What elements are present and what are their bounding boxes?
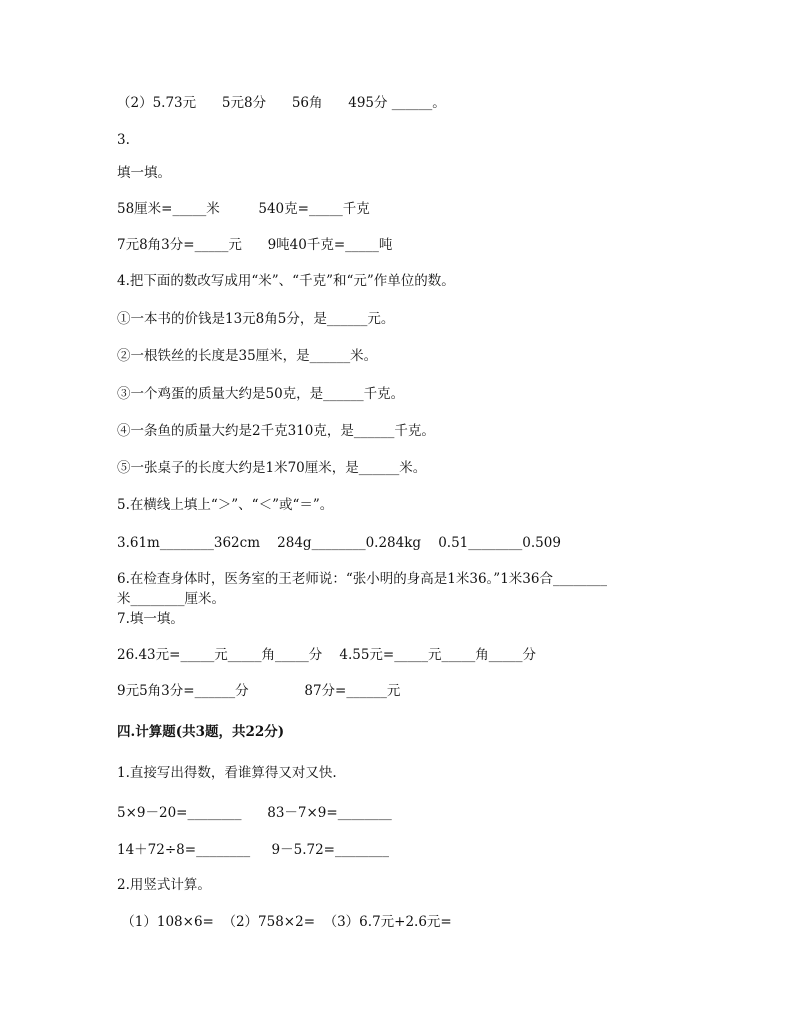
- question-4-item-5: ⑤一张桌子的长度大约是1米70厘米，是______米。: [117, 460, 427, 476]
- calc-question-1-row-1: 5×9－20=________ 83－7×9=________: [117, 805, 392, 821]
- question-3-instruction: 填一填。: [117, 165, 171, 181]
- question-3-number: 3.: [117, 132, 130, 148]
- question-4-item-1: ①一本书的价钱是13元8角5分，是______元。: [117, 311, 395, 327]
- question-3-row-1: 58厘米=_____米 540克=_____千克: [117, 201, 370, 217]
- question-7-row-2: 9元5角3分=______分 87分=______元: [117, 683, 401, 699]
- calc-question-1-instruction: 1.直接写出得数，看谁算得又对又快.: [117, 765, 337, 781]
- question-3-row-2: 7元8角3分=_____元 9吨40千克=_____吨: [117, 237, 393, 253]
- question-6-text-continued: 米________厘米。: [117, 591, 225, 607]
- question-7-instruction: 7.填一填。: [117, 611, 184, 627]
- calc-question-1-row-2: 14＋72÷8=________ 9－5.72=________: [117, 842, 389, 858]
- question-5-comparisons: 3.61m________362cm 284g________0.284kg 0.51________0.509: [117, 535, 561, 551]
- question-4-item-3: ③一个鸡蛋的质量大约是50克，是______千克。: [117, 386, 405, 402]
- calc-question-2-items: （1）108×6= （2）758×2= （3）6.7元+2.6元=: [117, 914, 452, 930]
- question-7-row-1: 26.43元=_____元_____角_____分 4.55元=_____元_____角_____分: [117, 647, 536, 663]
- question-4-instruction: 4.把下面的数改写成用“米”、“千克”和“元”作单位的数。: [117, 273, 455, 289]
- section-heading: 四.计算题(共3题，共22分): [117, 724, 285, 740]
- question-4-item-2: ②一根铁丝的长度是35厘米，是______米。: [117, 348, 378, 364]
- calc-question-2-instruction: 2.用竖式计算。: [117, 877, 211, 893]
- question-4-item-4: ④一条鱼的质量大约是2千克310克，是______千克。: [117, 423, 435, 439]
- question-5-instruction: 5.在横线上填上“＞”、“＜”或“＝”。: [117, 497, 334, 513]
- question-6-text: 6.在检查身体时，医务室的王老师说：“张小明的身高是1米36。”1米36合________: [117, 571, 607, 587]
- exercise-2-item-2: （2）5.73元 5元8分 56角 495分 ______。: [117, 95, 446, 111]
